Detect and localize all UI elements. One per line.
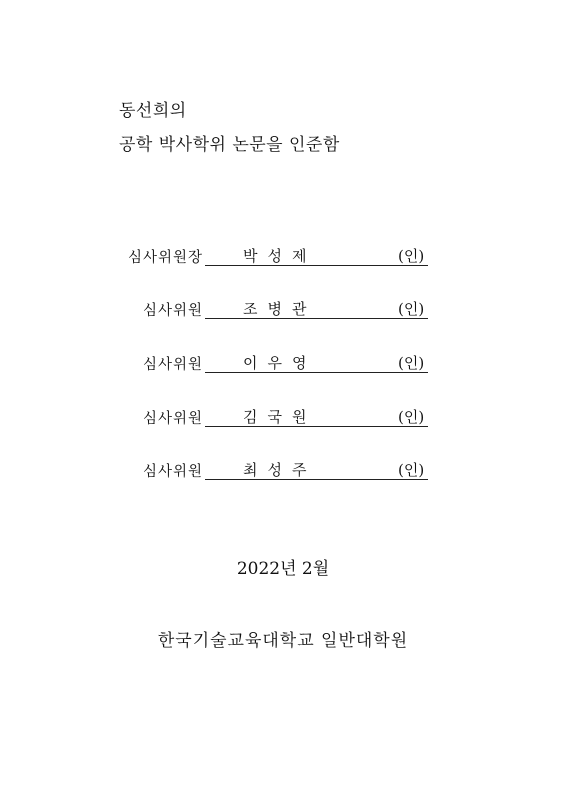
candidate-name-line: 동선희의: [119, 101, 187, 121]
signature-line: [205, 479, 428, 480]
approval-statement: 공학 박사학위 논문을 인준함: [119, 135, 340, 155]
signature-line: [205, 318, 428, 319]
signature-line: [205, 372, 428, 373]
seal-mark: (인): [398, 354, 425, 372]
committee-role: 심사위원: [142, 303, 203, 319]
committee-row-member: [0, 296, 566, 322]
committee-member-name: 조병관: [243, 300, 317, 318]
approval-date: 2022년 2월: [236, 559, 330, 579]
committee-role: 심사위원: [142, 464, 203, 480]
seal-mark: (인): [398, 247, 425, 265]
committee-member-name: 김국원: [243, 408, 317, 426]
committee-row-chair: [0, 243, 566, 269]
committee-row-member: [0, 404, 566, 430]
committee-role: 심사위원: [142, 411, 203, 427]
committee-role: 심사위원장: [127, 250, 203, 266]
seal-mark: (인): [398, 300, 425, 318]
signature-line: [205, 426, 428, 427]
committee-member-name: 박성제: [243, 247, 317, 265]
committee-member-name: 이우영: [243, 354, 317, 372]
seal-mark: (인): [398, 461, 425, 479]
committee-row-member: [0, 350, 566, 376]
committee-row-member: [0, 457, 566, 483]
signature-line: [205, 265, 428, 266]
seal-mark: (인): [398, 408, 425, 426]
committee-role: 심사위원: [142, 357, 203, 373]
institution-name: 한국기술교육대학교 일반대학원: [157, 631, 409, 651]
committee-member-name: 최성주: [243, 461, 317, 479]
